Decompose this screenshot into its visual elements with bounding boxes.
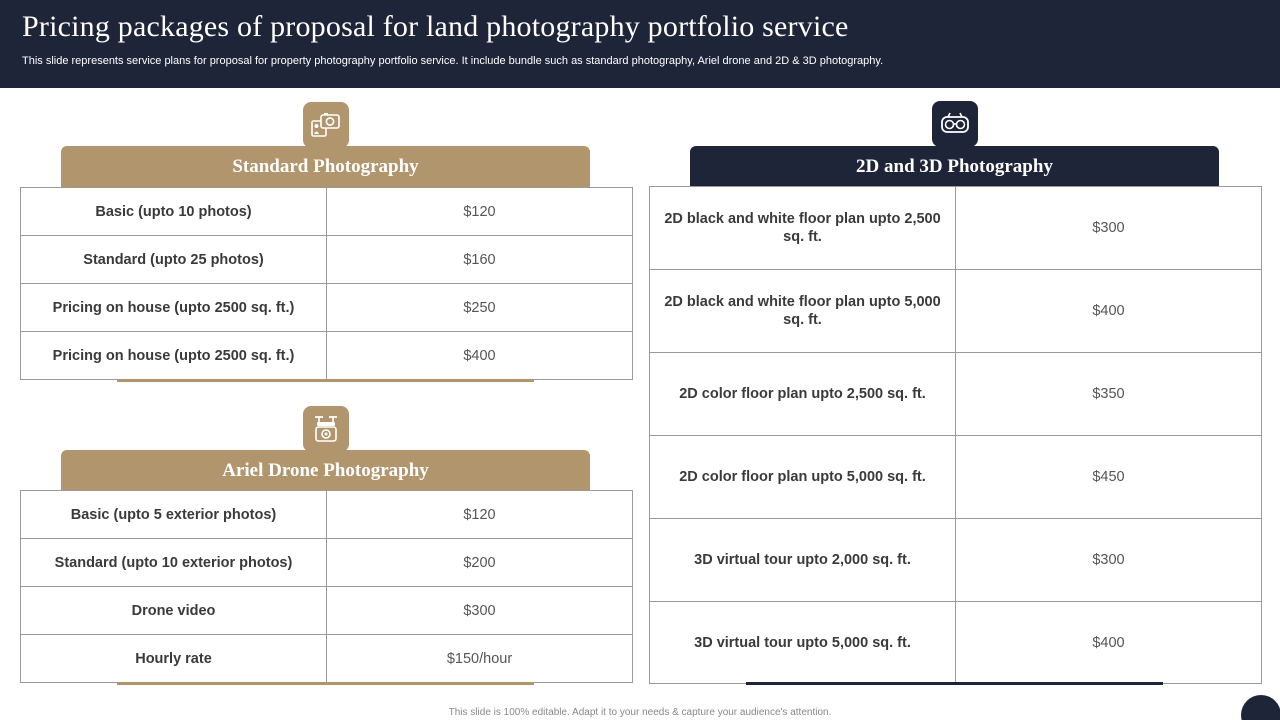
table-row — [650, 270, 1262, 353]
package-name: Basic (upto 5 exterior photos) — [21, 491, 327, 539]
floorplan-photography-tab: 2D and 3D Photography — [690, 146, 1219, 187]
package-name: Standard (upto 10 exterior photos) — [21, 539, 327, 587]
floorplan-table-underline — [746, 682, 1163, 685]
table-row — [21, 635, 633, 683]
package-price: $450 — [956, 436, 1262, 519]
table-row — [21, 284, 633, 332]
standard-photography-table — [20, 187, 633, 380]
package-name: 2D color floor plan upto 2,500 sq. ft. — [650, 353, 956, 436]
slide-header — [0, 0, 1280, 88]
package-price: $250 — [327, 284, 633, 332]
drone-photography-tab: Ariel Drone Photography — [61, 450, 590, 491]
vr-headset-icon — [932, 101, 978, 147]
package-price: $300 — [327, 587, 633, 635]
table-row — [21, 332, 633, 380]
drone-table-underline — [117, 682, 534, 685]
package-name: Pricing on house (upto 2500 sq. ft.) — [21, 284, 327, 332]
package-price: $400 — [327, 332, 633, 380]
page-subtitle: This slide represents service plans for proposal for property photography portfolio service. It include bundle such as standard photography, Ariel drone and 2D & 3D photography. — [22, 55, 884, 67]
table-row — [650, 519, 1262, 602]
table-row — [21, 491, 633, 539]
footer-note: This slide is 100% editable. Adapt it to your needs & capture your audience's attention. — [448, 707, 832, 718]
package-name: Pricing on house (upto 2500 sq. ft.) — [21, 332, 327, 380]
table-row — [21, 587, 633, 635]
package-price: $160 — [327, 236, 633, 284]
package-name: 2D black and white floor plan upto 2,500 sq. ft. — [650, 187, 956, 270]
drone-camera-icon — [303, 406, 349, 452]
camera-photo-icon — [303, 102, 349, 148]
standard-table-underline — [117, 379, 534, 382]
floorplan-photography-table — [649, 186, 1262, 684]
drone-photography-table — [20, 490, 633, 683]
table-row — [650, 187, 1262, 270]
package-price: $300 — [956, 519, 1262, 602]
table-row — [650, 353, 1262, 436]
package-name: Drone video — [21, 587, 327, 635]
table-row — [650, 602, 1262, 684]
package-name: 2D black and white floor plan upto 5,000 sq. ft. — [650, 270, 956, 353]
package-price: $300 — [956, 187, 1262, 270]
package-price: $120 — [327, 491, 633, 539]
page-title: Pricing packages of proposal for land photography portfolio service — [22, 10, 849, 43]
package-price: $150/hour — [327, 635, 633, 683]
standard-photography-tab: Standard Photography — [61, 146, 590, 187]
package-name: Basic (upto 10 photos) — [21, 188, 327, 236]
table-row — [21, 188, 633, 236]
package-name: Standard (upto 25 photos) — [21, 236, 327, 284]
package-name: 3D virtual tour upto 5,000 sq. ft. — [650, 602, 956, 684]
table-row — [21, 539, 633, 587]
package-price: $350 — [956, 353, 1262, 436]
package-name: 2D color floor plan upto 5,000 sq. ft. — [650, 436, 956, 519]
package-price: $400 — [956, 270, 1262, 353]
package-price: $400 — [956, 602, 1262, 684]
corner-decoration — [1241, 695, 1280, 720]
package-name: Hourly rate — [21, 635, 327, 683]
table-row — [21, 236, 633, 284]
package-price: $120 — [327, 188, 633, 236]
table-row — [650, 436, 1262, 519]
package-name: 3D virtual tour upto 2,000 sq. ft. — [650, 519, 956, 602]
package-price: $200 — [327, 539, 633, 587]
